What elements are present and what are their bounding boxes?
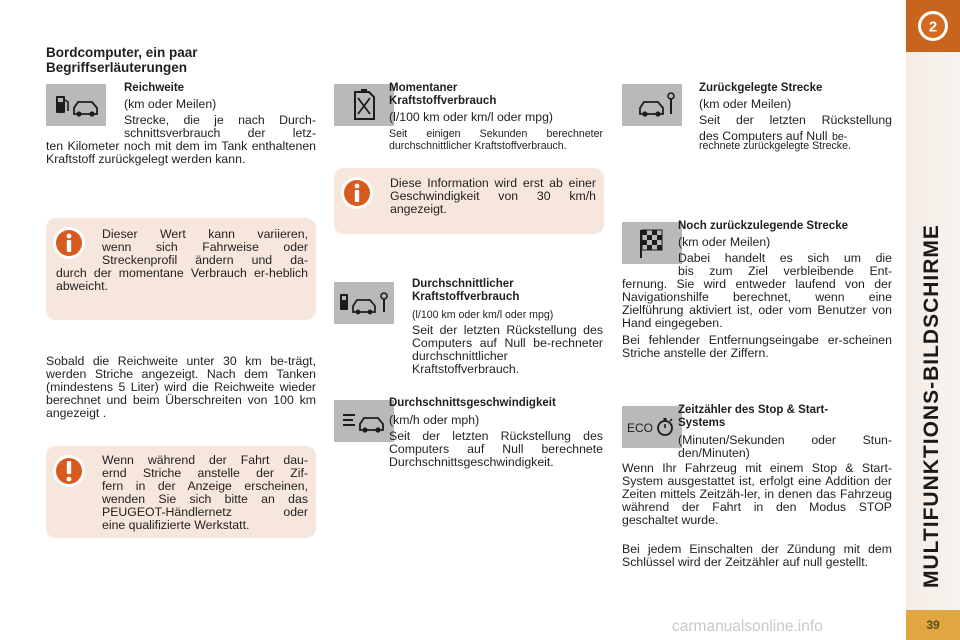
momentaner-heading-l1: Momentaner	[389, 82, 458, 94]
chapter-header-block	[906, 0, 960, 52]
reichweite-text-rest: ten Kilometer noch mit dem im Tank enthaltenen Kraftstoff zurückgelegt werden kann.	[46, 139, 316, 166]
noch-text-rest: fernung. Sie wird entweder laufend von der Navigationshilfe berechnet, wenn eine Zielführung aktiviert ist, oder vom Benutzer von Hand eingegeben.	[622, 277, 892, 330]
info-note-l1: Dieser Wert kann variieren,	[102, 227, 308, 241]
chapter-number-badge	[906, 0, 960, 52]
zeitzaehler-text2: Bei jedem Einschalten der Zündung mit dem Schlüssel wird der Zeitzähler auf null gestellt.	[622, 542, 892, 569]
warning-note-l4: wenden Sie sich bitte an das	[102, 492, 308, 506]
chapter-number: 2	[928, 18, 938, 36]
warning-note-l1: Wenn während der Fahrt dau-	[102, 453, 308, 467]
fuel-pump-car-flag-icon	[334, 282, 394, 324]
car-distance-icon	[622, 84, 682, 126]
warning-note-l2: ernd Striche anstelle der Zif-	[102, 466, 308, 480]
durchschnitt-speed-heading: Durchschnittsgeschwindigkeit	[389, 397, 556, 409]
durchschnitt-verbrauch-text: Seit der letzten Rückstellung des Computers auf Null be-rechneter durchschnittlicher Kraftstoffverbrauch.	[412, 323, 603, 376]
reichweite-heading: Reichweite	[124, 82, 185, 94]
momentaner-heading-l2: Kraftstoffverbrauch	[389, 95, 497, 107]
zeitzaehler-unit	[678, 434, 892, 460]
zeitzaehler-heading	[678, 404, 828, 430]
durchschnitt-verbrauch-heading-l1: Durchschnittlicher	[412, 278, 514, 290]
checkered-flag-icon	[622, 222, 682, 264]
zeitzaehler-text: Wenn Ihr Fahrzeug mit einem Stop & Start-System ausgestattet ist, erfolgt eine Addition der Zeiten mittels Zeitzäh-ler, in denen das Fahrzeug während der Fahrt in den Modus STOP geschaltet wurde.	[622, 461, 892, 527]
eco-label: ECO	[627, 421, 654, 435]
info-note-rest: durch der momentane Verbrauch er-heblich abweicht.	[56, 266, 308, 293]
zeitzaehler-unit-l1: (Minuten/Sekunden oder Stun-	[678, 433, 892, 447]
chapter-tab-label: MULTIFUNKTIONS-BILDSCHIRME	[920, 224, 943, 588]
noch-heading: Noch zurückzulegende Strecke	[678, 220, 848, 232]
info-icon	[340, 176, 374, 210]
momentaner-heading	[389, 82, 496, 108]
warning-note	[46, 446, 316, 538]
reichweite-unit: (km oder Meilen)	[124, 97, 217, 111]
page-title	[46, 45, 198, 75]
durchschnitt-verbrauch-heading	[412, 278, 519, 304]
momentaner-text: Seit einigen Sekunden berechneter durchschnittlicher Kraftstoffverbrauch.	[389, 128, 603, 152]
warning-icon	[52, 454, 86, 488]
info-note-l2: wenn sich Fahrweise oder	[102, 240, 308, 254]
fuel-pump-car-icon	[46, 84, 106, 126]
page-title-line1: Bordcomputer, ein paar	[46, 45, 198, 60]
speedometer-car-icon	[334, 400, 394, 442]
zurueckgelegt-text-l1: Seit der letzten Rückstellung	[699, 113, 892, 127]
zeitzaehler-heading-l1: Zeitzähler des Stop & Start-	[678, 404, 829, 416]
durchschnitt-speed-unit: (km/h oder mph)	[389, 413, 480, 427]
noch-text-l2: bis zum Ziel verbleibende Ent-	[678, 264, 892, 278]
noch-unit: (km oder Meilen)	[678, 235, 771, 249]
page-title-line2: Begriffserläuterungen	[46, 60, 188, 75]
info-note-speed-text: Diese Information wird erst ab einer Geschwindigkeit von 30 km/h angezeigt.	[390, 176, 596, 216]
zeitzaehler-unit-l2: den/Minuten)	[678, 446, 750, 460]
reichweite-text-l1: Strecke, die je nach Durch-	[124, 113, 316, 127]
zurueckgelegt-text-l2a: des Computers auf Null	[699, 129, 828, 143]
momentaner-unit: (l/100 km oder km/l oder mpg)	[389, 110, 554, 124]
durchschnitt-speed-text: Seit der letzten Rückstellung des Computers auf Null berechnete Durchschnittsgeschwindigkeit.	[389, 429, 603, 469]
info-note-speed	[334, 168, 604, 234]
eco-stopwatch-icon	[622, 406, 682, 448]
warning-note-l6: eine qualifizierte Werkstatt.	[102, 518, 250, 532]
zurueckgelegt-heading: Zurückgelegte Strecke	[699, 82, 823, 94]
noch-text-l1: Dabei handelt es sich um die	[678, 251, 892, 265]
fuel-canister-icon	[334, 84, 394, 126]
zurueckgelegt-text-l2b: be-	[831, 131, 848, 143]
zeitzaehler-heading-l2: Systems	[678, 417, 726, 429]
warning-note-l5: PEUGEOT-Händlernetz oder	[102, 505, 308, 519]
info-icon	[52, 226, 86, 260]
watermark: carmanualsonline.info	[672, 618, 823, 635]
warning-note-l3: fern in der Anzeige erscheinen,	[102, 479, 308, 493]
zurueckgelegt-unit: (km oder Meilen)	[699, 97, 792, 111]
info-note-l3: Streckenprofil ändern und da-	[102, 253, 308, 267]
zurueckgelegt-text-rest: rechnete zurückgelegte Strecke.	[699, 140, 851, 152]
info-note-reichweite	[46, 218, 316, 320]
durchschnitt-verbrauch-heading-l2: Kraftstoffverbrauch	[412, 291, 520, 303]
page-number: 39	[906, 610, 960, 640]
durchschnitt-verbrauch-unit: (l/100 km oder km/l oder mpg)	[412, 309, 554, 321]
noch-text2: Bei fehlender Entfernungseingabe er-scheinen Striche anstelle der Ziffern.	[622, 333, 892, 360]
sobald-text: Sobald die Reichweite unter 30 km be-trägt, werden Striche angezeigt. Nach dem Tanken (mindestens 5 Liter) wird die Reichweite wieder berechnet und beim Überschreiten von 100 km angezeigt .	[46, 354, 316, 420]
reichweite-text-l2: schnittsverbrauch der letz-	[124, 126, 316, 140]
